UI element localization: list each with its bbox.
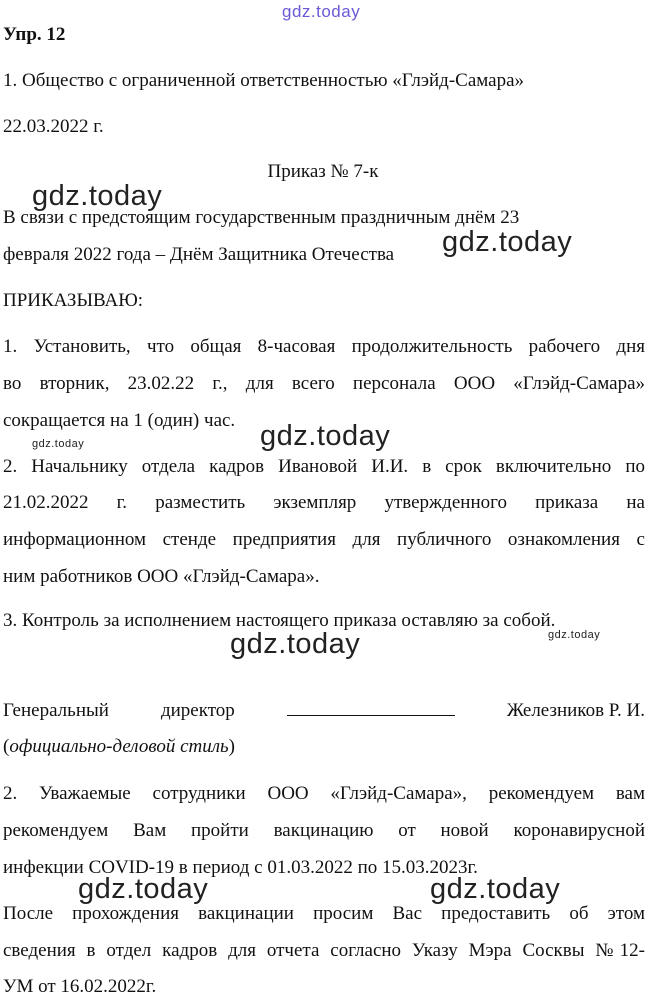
- order-title: Приказ № 7-к: [267, 161, 379, 182]
- signature-row: [3, 700, 645, 724]
- watermark: gdz.today: [230, 628, 361, 660]
- part2-line: рекомендуем Вам пройти вакцинацию от новой коронавирусной: [3, 820, 645, 841]
- part2-line: УМ от 16.02.2022г.: [3, 976, 157, 997]
- watermark: gdz.today: [430, 873, 561, 905]
- watermark: gdz.today: [442, 226, 573, 258]
- item2-line: информационном стенде предприятия для публичного ознакомления с: [3, 529, 645, 550]
- org-name: 1. Общество с ограниченной ответственностью «Глэйд-Самара»: [3, 70, 525, 91]
- part2-line: инфекции COVID-19 в период с 01.03.2022 по 15.03.2023г.: [3, 857, 478, 878]
- item1-line: 1. Установить, что общая 8-часовая продолжительность рабочего дня: [3, 336, 645, 357]
- watermark-small: gdz.today: [548, 629, 601, 641]
- item2-line: 2. Начальнику отдела кадров Ивановой И.И. в срок включительно по: [3, 456, 645, 477]
- style-note-line: [3, 736, 645, 758]
- part2-line: После прохождения вакцинации просим Вас предоставить об этом: [3, 903, 645, 924]
- item2-line: ним работников ООО «Глэйд-Самара».: [3, 566, 320, 587]
- part2-line: сведения в отдел кадров для отчета согласно Указу Мэра Сосквы №12-: [3, 940, 645, 961]
- decree-word: ПРИКАЗЫВАЮ:: [3, 290, 144, 311]
- item2-line: 21.02.2022 г. разместить экземпляр утвержденного приказа на: [3, 492, 645, 513]
- exercise-title: Упр. 12: [3, 24, 66, 45]
- signature-word: Генеральный: [3, 700, 109, 721]
- watermark: gdz.today: [32, 180, 163, 212]
- style-note: официально-деловой стиль: [9, 736, 229, 757]
- intro-line: В связи с предстоящим государственным праздничным днём 23: [3, 207, 520, 228]
- paren: ): [228, 736, 235, 757]
- item1-line: во вторник, 23.02.22 г., для всего персонала ООО «Глэйд-Самара»: [3, 373, 645, 394]
- intro-line: февраля 2022 года – Днём Защитника Отечества: [3, 244, 395, 265]
- signature-name: Железников Р. И.: [506, 700, 645, 721]
- watermark-small: gdz.today: [32, 438, 85, 450]
- paren: (: [3, 736, 10, 757]
- signature-line: [287, 701, 455, 716]
- watermark: gdz.today: [260, 420, 391, 452]
- signature-word: директор: [160, 700, 235, 721]
- item3-line: 3. Контроль за исполнением настоящего приказа оставляю за собой.: [3, 610, 556, 631]
- watermark: gdz.today: [78, 873, 209, 905]
- order-date: 22.03.2022 г.: [3, 116, 104, 137]
- item1-line: сокращается на 1 (один) час.: [3, 410, 236, 431]
- part2-line: 2. Уважаемые сотрудники ООО «Глэйд-Самара», рекомендуем вам: [3, 783, 645, 804]
- watermark-top: gdz.today: [282, 2, 361, 21]
